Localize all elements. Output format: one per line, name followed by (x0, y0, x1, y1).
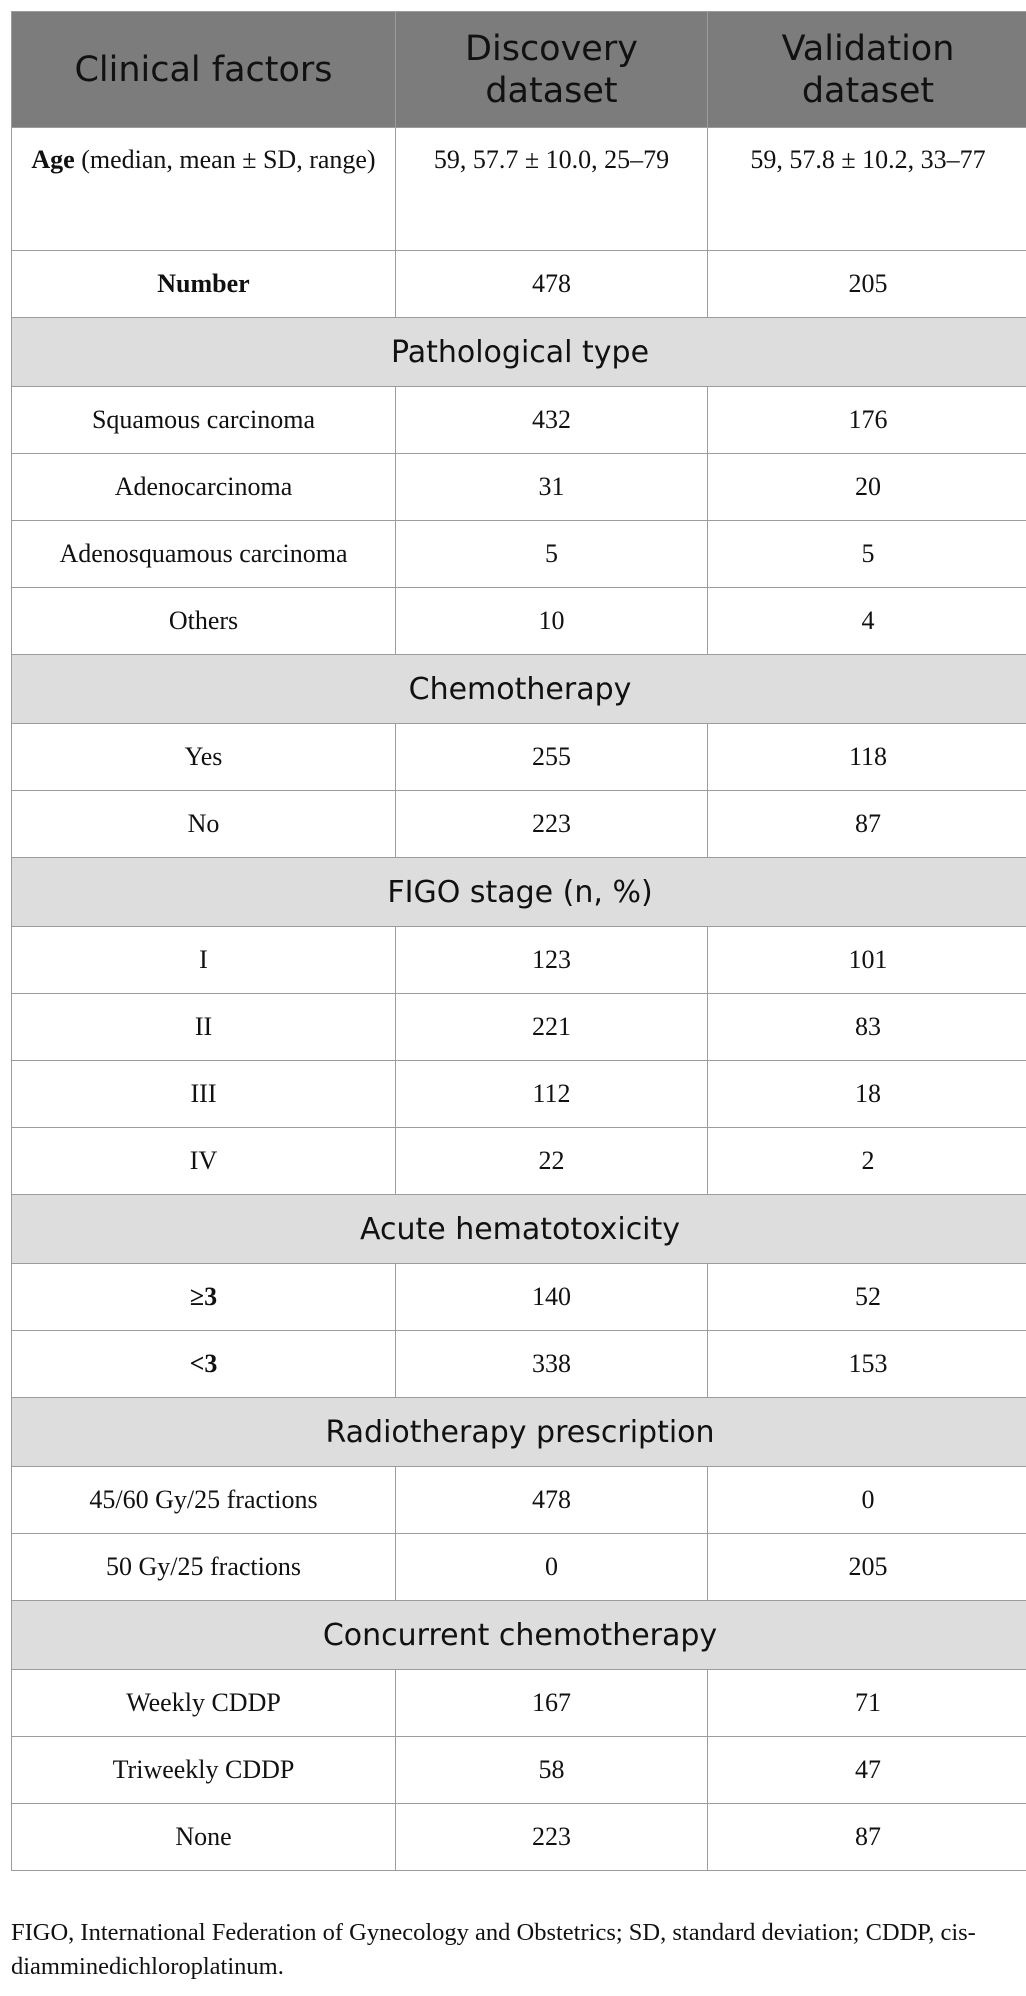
row-label: Adenosquamous carcinoma (12, 521, 396, 588)
row-validation-value: 83 (708, 994, 1026, 1061)
header-validation-line1: Validation (781, 28, 955, 69)
row-validation-value: 87 (708, 1804, 1026, 1871)
table-row (12, 588, 1026, 655)
section-header-row (12, 318, 1026, 387)
row-label: I (12, 927, 396, 994)
row-discovery-value: 255 (396, 724, 708, 791)
row-discovery-value: 338 (396, 1331, 708, 1398)
row-discovery-value: 123 (396, 927, 708, 994)
row-label: ≥3 (12, 1264, 396, 1331)
table-row (12, 994, 1026, 1061)
row-discovery-value: 0 (396, 1534, 708, 1601)
row-validation-value: 52 (708, 1264, 1026, 1331)
number-label: Number (12, 251, 396, 318)
number-discovery: 478 (396, 251, 708, 318)
section-title: Radiotherapy prescription (12, 1398, 1026, 1467)
clinical-factors-table-container (11, 11, 1026, 1871)
section-title: FIGO stage (n, %) (12, 858, 1026, 927)
section-header-row (12, 1398, 1026, 1467)
row-validation-value: 87 (708, 791, 1026, 858)
row-label: Triweekly CDDP (12, 1737, 396, 1804)
row-validation-value: 101 (708, 927, 1026, 994)
table-footnote: FIGO, International Federation of Gynecology and Obstetrics; SD, standard deviation; CDDP, cis-diamminedichloroplatinum. (11, 1919, 976, 1980)
row-label: None (12, 1804, 396, 1871)
row-label: II (12, 994, 396, 1061)
row-validation-value: 118 (708, 724, 1026, 791)
section-header-row (12, 655, 1026, 724)
row-label: Yes (12, 724, 396, 791)
table-row (12, 724, 1026, 791)
age-row (12, 128, 1026, 251)
table-row (12, 1061, 1026, 1128)
row-validation-value: 71 (708, 1670, 1026, 1737)
table-row (12, 387, 1026, 454)
table-row (12, 454, 1026, 521)
table-row (12, 1467, 1026, 1534)
row-validation-value: 0 (708, 1467, 1026, 1534)
section-header-row (12, 858, 1026, 927)
row-discovery-value: 112 (396, 1061, 708, 1128)
header-validation-dataset (708, 12, 1026, 128)
row-validation-value: 205 (708, 1534, 1026, 1601)
row-discovery-value: 478 (396, 1467, 708, 1534)
age-validation: 59, 57.8 ± 10.2, 33–77 (708, 128, 1026, 251)
row-label: 50 Gy/25 fractions (12, 1534, 396, 1601)
section-title: Chemotherapy (12, 655, 1026, 724)
table-row (12, 1670, 1026, 1737)
row-discovery-value: 223 (396, 1804, 708, 1871)
age-label (12, 128, 396, 251)
section-header-row (12, 1601, 1026, 1670)
table-row (12, 1804, 1026, 1871)
row-label: 45/60 Gy/25 fractions (12, 1467, 396, 1534)
section-title: Acute hematotoxicity (12, 1195, 1026, 1264)
section-title: Pathological type (12, 318, 1026, 387)
table-row (12, 1737, 1026, 1804)
number-validation: 205 (708, 251, 1026, 318)
row-label: No (12, 791, 396, 858)
row-discovery-value: 221 (396, 994, 708, 1061)
section-title: Concurrent chemotherapy (12, 1601, 1026, 1670)
row-validation-value: 153 (708, 1331, 1026, 1398)
row-discovery-value: 167 (396, 1670, 708, 1737)
table-row (12, 521, 1026, 588)
table-row (12, 1534, 1026, 1601)
row-discovery-value: 223 (396, 791, 708, 858)
row-label: <3 (12, 1331, 396, 1398)
row-validation-value: 18 (708, 1061, 1026, 1128)
row-validation-value: 47 (708, 1737, 1026, 1804)
row-discovery-value: 140 (396, 1264, 708, 1331)
header-clinical-factors: Clinical factors (12, 12, 396, 128)
row-validation-value: 176 (708, 387, 1026, 454)
header-validation-line2: dataset (801, 70, 935, 111)
row-label: Others (12, 588, 396, 655)
table-row (12, 791, 1026, 858)
row-validation-value: 4 (708, 588, 1026, 655)
table-row (12, 1331, 1026, 1398)
table-row (12, 1128, 1026, 1195)
row-label: Adenocarcinoma (12, 454, 396, 521)
row-validation-value: 2 (708, 1128, 1026, 1195)
row-label: IV (12, 1128, 396, 1195)
row-discovery-value: 58 (396, 1737, 708, 1804)
header-row (12, 12, 1026, 128)
row-discovery-value: 22 (396, 1128, 708, 1195)
header-discovery-line2: dataset (485, 70, 618, 111)
age-label-bold: Age (31, 145, 75, 174)
age-label-rest: (median, mean ± SD, range) (74, 145, 376, 174)
table-row (12, 927, 1026, 994)
age-discovery: 59, 57.7 ± 10.0, 25–79 (396, 128, 708, 251)
row-label: Squamous carcinoma (12, 387, 396, 454)
row-discovery-value: 10 (396, 588, 708, 655)
row-validation-value: 20 (708, 454, 1026, 521)
section-header-row (12, 1195, 1026, 1264)
table-row (12, 1264, 1026, 1331)
number-row (12, 251, 1026, 318)
header-discovery-dataset (396, 12, 708, 128)
row-discovery-value: 5 (396, 521, 708, 588)
row-discovery-value: 432 (396, 387, 708, 454)
row-label: Weekly CDDP (12, 1670, 396, 1737)
row-label: III (12, 1061, 396, 1128)
clinical-factors-table (11, 11, 1026, 1871)
header-discovery-line1: Discovery (465, 28, 638, 69)
row-discovery-value: 31 (396, 454, 708, 521)
row-validation-value: 5 (708, 521, 1026, 588)
